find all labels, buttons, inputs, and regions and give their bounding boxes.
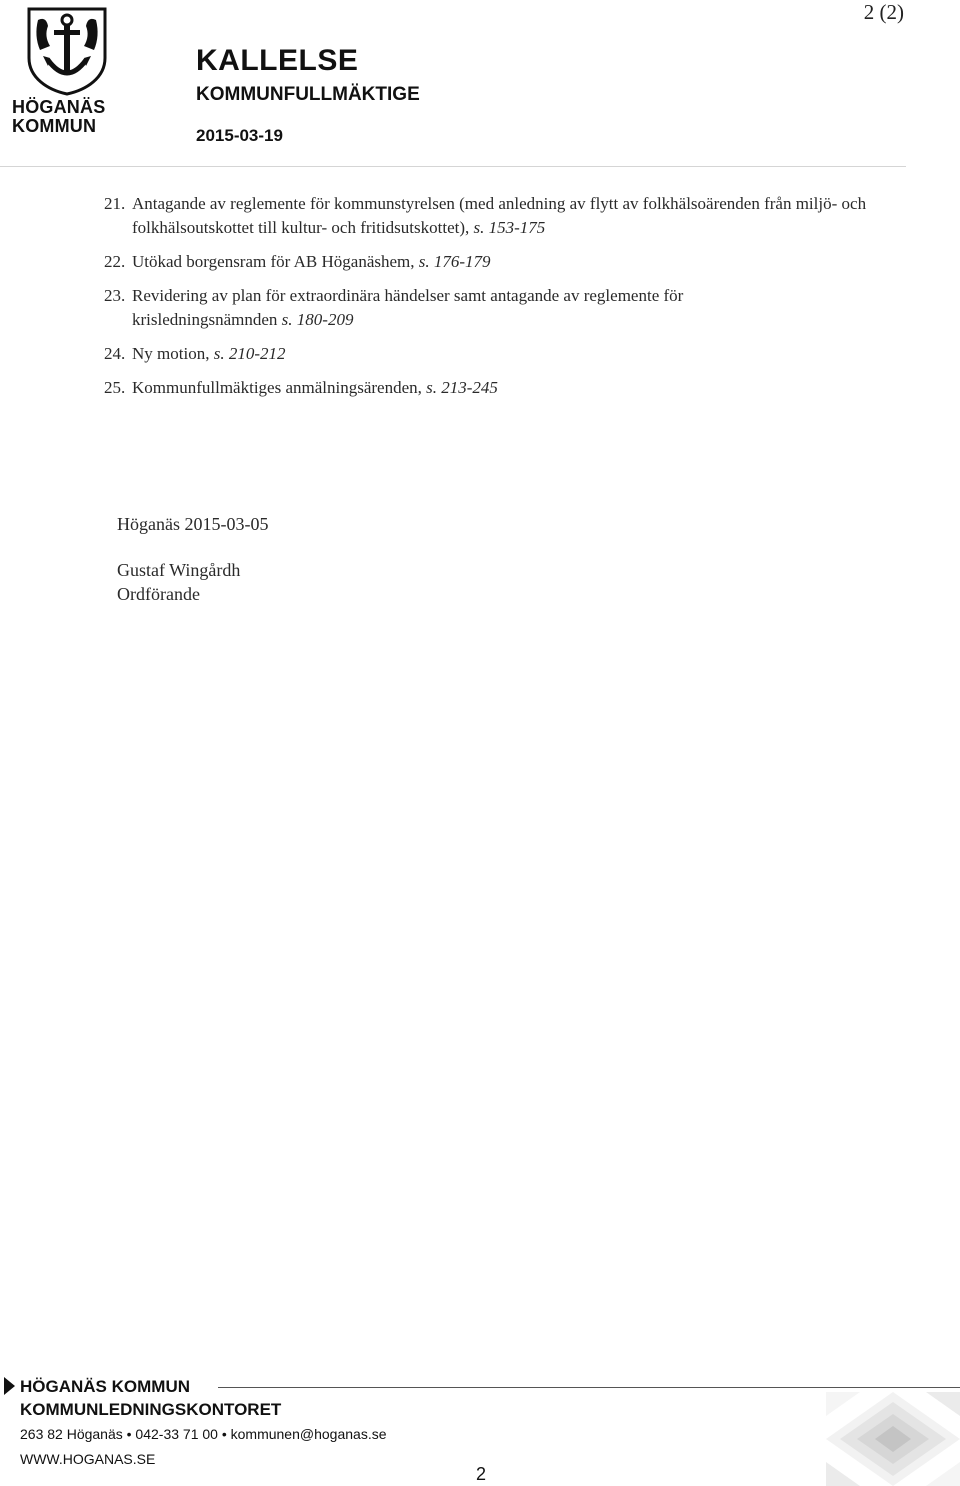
agenda-item <box>104 284 692 332</box>
header-divider <box>0 166 906 167</box>
footer-page-number: 2 <box>476 1464 487 1484</box>
logo-line-1: HÖGANÄS <box>12 97 106 117</box>
signatory-name: Gustaf Wingårdh <box>117 560 241 580</box>
agenda-item <box>104 376 904 400</box>
footer-contact: 263 82 Höganäs • 042-33 71 00 • kommunen@hoganas.se <box>20 1426 387 1442</box>
agenda-item-pages: s. 180-209 <box>281 310 354 329</box>
agenda-item-text: Ny motion, <box>132 344 210 363</box>
agenda-item-number: 22. <box>104 252 126 271</box>
signatory-role: Ordförande <box>117 584 200 604</box>
agenda-item-number: 24. <box>104 344 126 363</box>
agenda-item-number: 23. <box>104 286 126 305</box>
agenda-item-number: 21. <box>104 194 126 213</box>
agenda-item-pages: s. 213-245 <box>426 378 498 397</box>
page-number: 2 (2) <box>863 0 904 24</box>
coat-of-arms-icon <box>26 6 108 96</box>
footer-divider <box>218 1387 960 1388</box>
footer-department: KOMMUNLEDNINGSKONTORET <box>20 1400 282 1419</box>
agenda-item <box>104 192 904 240</box>
decorative-diamond-pattern <box>826 1392 960 1486</box>
agenda-item-pages: s. 210-212 <box>213 344 286 363</box>
agenda-list <box>104 192 904 410</box>
agenda-item-text: Kommunfullmäktiges anmälningsärenden, <box>132 378 422 397</box>
meeting-date: 2015-03-19 <box>196 126 283 145</box>
place-and-date: Höganäs 2015-03-05 <box>117 514 269 534</box>
agenda-item-text: Utökad borgensram för AB Höganäshem, <box>132 252 415 271</box>
agenda-item-text: Antagande av reglemente för kommunstyrelsen (med anledning av flytt av folkhälsoärenden från miljö- och folkhälsoutskottet till kultur- och fritidsutskottet), <box>132 194 867 237</box>
document-subtitle: KOMMUNFULLMÄKTIGE <box>196 84 420 105</box>
agenda-item-text: Revidering av plan för extraordinära händelser samt antagande av reglemente för krisledningsnämnden <box>132 286 684 329</box>
footer-website-link[interactable]: WWW.HOGANAS.SE <box>20 1451 156 1467</box>
agenda-item <box>104 250 904 274</box>
logo-line-2: KOMMUN <box>12 116 97 136</box>
logo-text <box>12 98 124 136</box>
footer-arrow-icon <box>4 1377 15 1395</box>
agenda-item <box>104 342 904 366</box>
agenda-item-pages: s. 176-179 <box>418 252 491 271</box>
document-title: KALLELSE <box>196 44 359 77</box>
footer-organization: HÖGANÄS KOMMUN <box>20 1377 190 1396</box>
agenda-item-number: 25. <box>104 378 126 397</box>
agenda-item-pages: s. 153-175 <box>473 218 546 237</box>
signature-block <box>117 512 268 606</box>
